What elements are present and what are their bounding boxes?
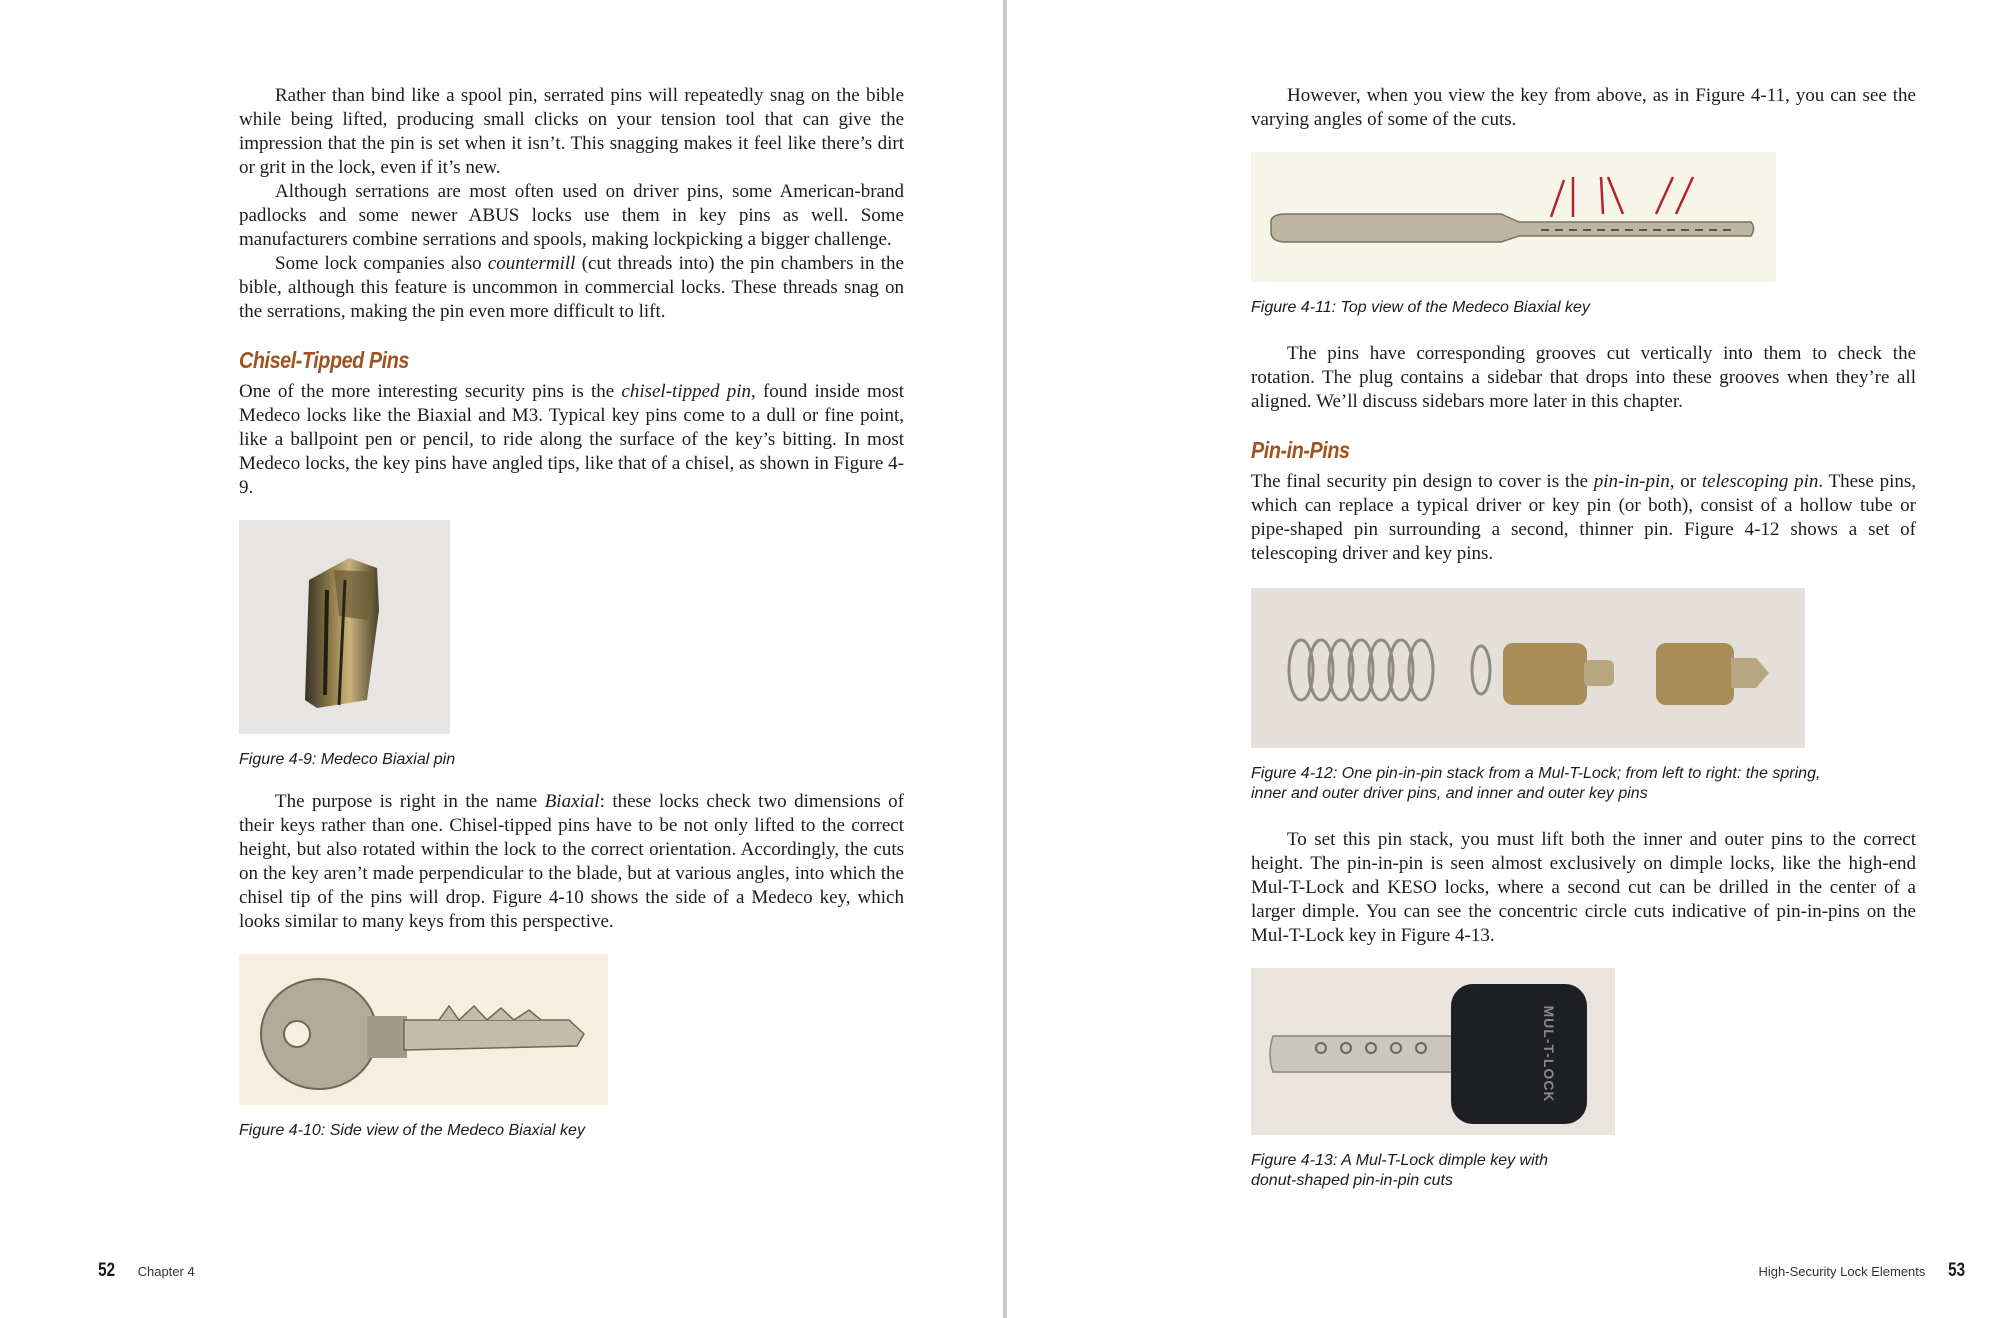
- pin-in-pin-stack-illustration: [1251, 588, 1805, 748]
- figure-4-10-image: [239, 954, 608, 1105]
- page-number: 52: [98, 1260, 116, 1281]
- paragraph: To set this pin stack, you must lift both the inner and outer pins to the correct height. The pin-in-pin is seen almost exclusively on dimple locks, like the high-end Mul-T-Lock and KESO locks, where a second cut can be drilled in the center of a larger dimple. You can see the concentric circle cuts indicative of pin-in-pins on the Mul-T-Lock key in Figure 4-13.: [1251, 829, 1916, 946]
- outer-driver-pin: [1503, 643, 1587, 705]
- right-footer: [1759, 1260, 1968, 1282]
- right-page: [1008, 0, 2000, 1318]
- figure-4-12-caption: Figure 4-12: One pin-in-pin stack from a Mul-T-Lock; from left to right: the spring, inner and outer driver pins, and inner and outer key pins: [1251, 765, 1821, 802]
- chapter-label: Chapter 4: [137, 1264, 195, 1279]
- figure-4-12-image: [1251, 588, 1805, 748]
- figure-4-13-caption: Figure 4-13: A Mul-T-Lock dimple key with donut-shaped pin-in-pin cuts: [1251, 1152, 1548, 1189]
- section-heading-chisel: Chisel-Tipped Pins: [239, 347, 409, 373]
- figure-4-13-image: [1251, 968, 1615, 1135]
- left-text-column: [239, 84, 904, 1141]
- key-logo-text: MUL-T-LOCK: [1541, 1005, 1557, 1103]
- mul-t-lock-key-illustration: [1251, 968, 1615, 1135]
- cut-angle-marks: [1551, 177, 1693, 217]
- paragraph: One of the more interesting security pins is the chisel-tipped pin, found inside most Medeco locks like the Biaxial and M3. Typical key pins come to a dull or fine point, like a ballpoint pen or pencil, to ride along the surface of the key’s bitting. In most Medeco locks, the key pins have angled tips, like that of a chisel, as shown in Figure 4-9.: [239, 381, 904, 498]
- figure-4-10-caption: Figure 4-10: Side view of the Medeco Biaxial key: [239, 1122, 585, 1139]
- medeco-key-side-illustration: [239, 954, 608, 1105]
- paragraph: Rather than bind like a spool pin, serrated pins will repeatedly snag on the bible while being lifted, producing small clicks on your tension tool that can give the impression that the pin is set when it isn’t. This snagging makes it feel like there’s dirt or grit in the lock, even if it’s new.: [239, 85, 904, 178]
- page-number: 53: [1947, 1260, 1965, 1281]
- figure-4-9-image: [239, 520, 450, 734]
- paragraph: Some lock companies also countermill (cut threads into) the pin chambers in the bible, although this feature is uncommon in commercial locks. These threads snag on the serrations, making the pin even more difficult to lift.: [239, 253, 904, 322]
- inner-key-pin: [1731, 658, 1769, 688]
- paragraph: Although serrations are most often used on driver pins, some American-brand padlocks and some newer ABUS locks use them in key pins as well. Some manufacturers combine serrations and spools, making lockpicking a bigger challenge.: [239, 181, 904, 250]
- chisel-pin-illustration: [239, 520, 450, 734]
- paragraph: However, when you view the key from above, as in Figure 4-11, you can see the varying angles of some of the cuts.: [1251, 85, 1916, 130]
- paragraph: The pins have corresponding grooves cut vertically into them to check the rotation. The plug contains a sidebar that drops into these grooves when they’re all aligned. We’ll discuss sidebars more later in this chapter.: [1251, 343, 1916, 412]
- section-heading-pin-in-pins: Pin-in-Pins: [1251, 437, 1350, 463]
- inner-driver-pin: [1584, 660, 1614, 686]
- right-text-column: [1251, 84, 1916, 1191]
- paragraph: The final security pin design to cover is the pin-in-pin, or telescoping pin. These pins, which can replace a typical driver or key pin (or both), consist of a hollow tube or pipe-shaped pin surrounding a second, thinner pin. Figure 4-12 shows a set of telescoping driver and key pins.: [1251, 471, 1917, 564]
- figure-4-9-caption: Figure 4-9: Medeco Biaxial pin: [239, 751, 456, 768]
- spring-illustration: [1289, 640, 1490, 700]
- medeco-key-top-illustration: [1251, 152, 1776, 282]
- outer-key-pin: [1656, 643, 1734, 705]
- paragraph: The purpose is right in the name Biaxial: these locks check two dimensions of their keys rather than one. Chisel-tipped pins have to be not only lifted to the correct height, but also rotated within the lock to the correct orientation. Accordingly, the cuts on the key aren’t made perpendicular to the blade, but at various angles, into which the chisel tip of the pins will drop. Figure 4-10 shows the side of a Medeco key, which looks similar to many keys from this perspective.: [239, 791, 905, 932]
- figure-4-11-image: [1251, 152, 1776, 282]
- page-gutter: [1003, 0, 1007, 1318]
- left-footer: [96, 1260, 195, 1282]
- figure-4-11-caption: Figure 4-11: Top view of the Medeco Biaxial key: [1251, 299, 1590, 316]
- section-label: High-Security Lock Elements: [1758, 1264, 1926, 1279]
